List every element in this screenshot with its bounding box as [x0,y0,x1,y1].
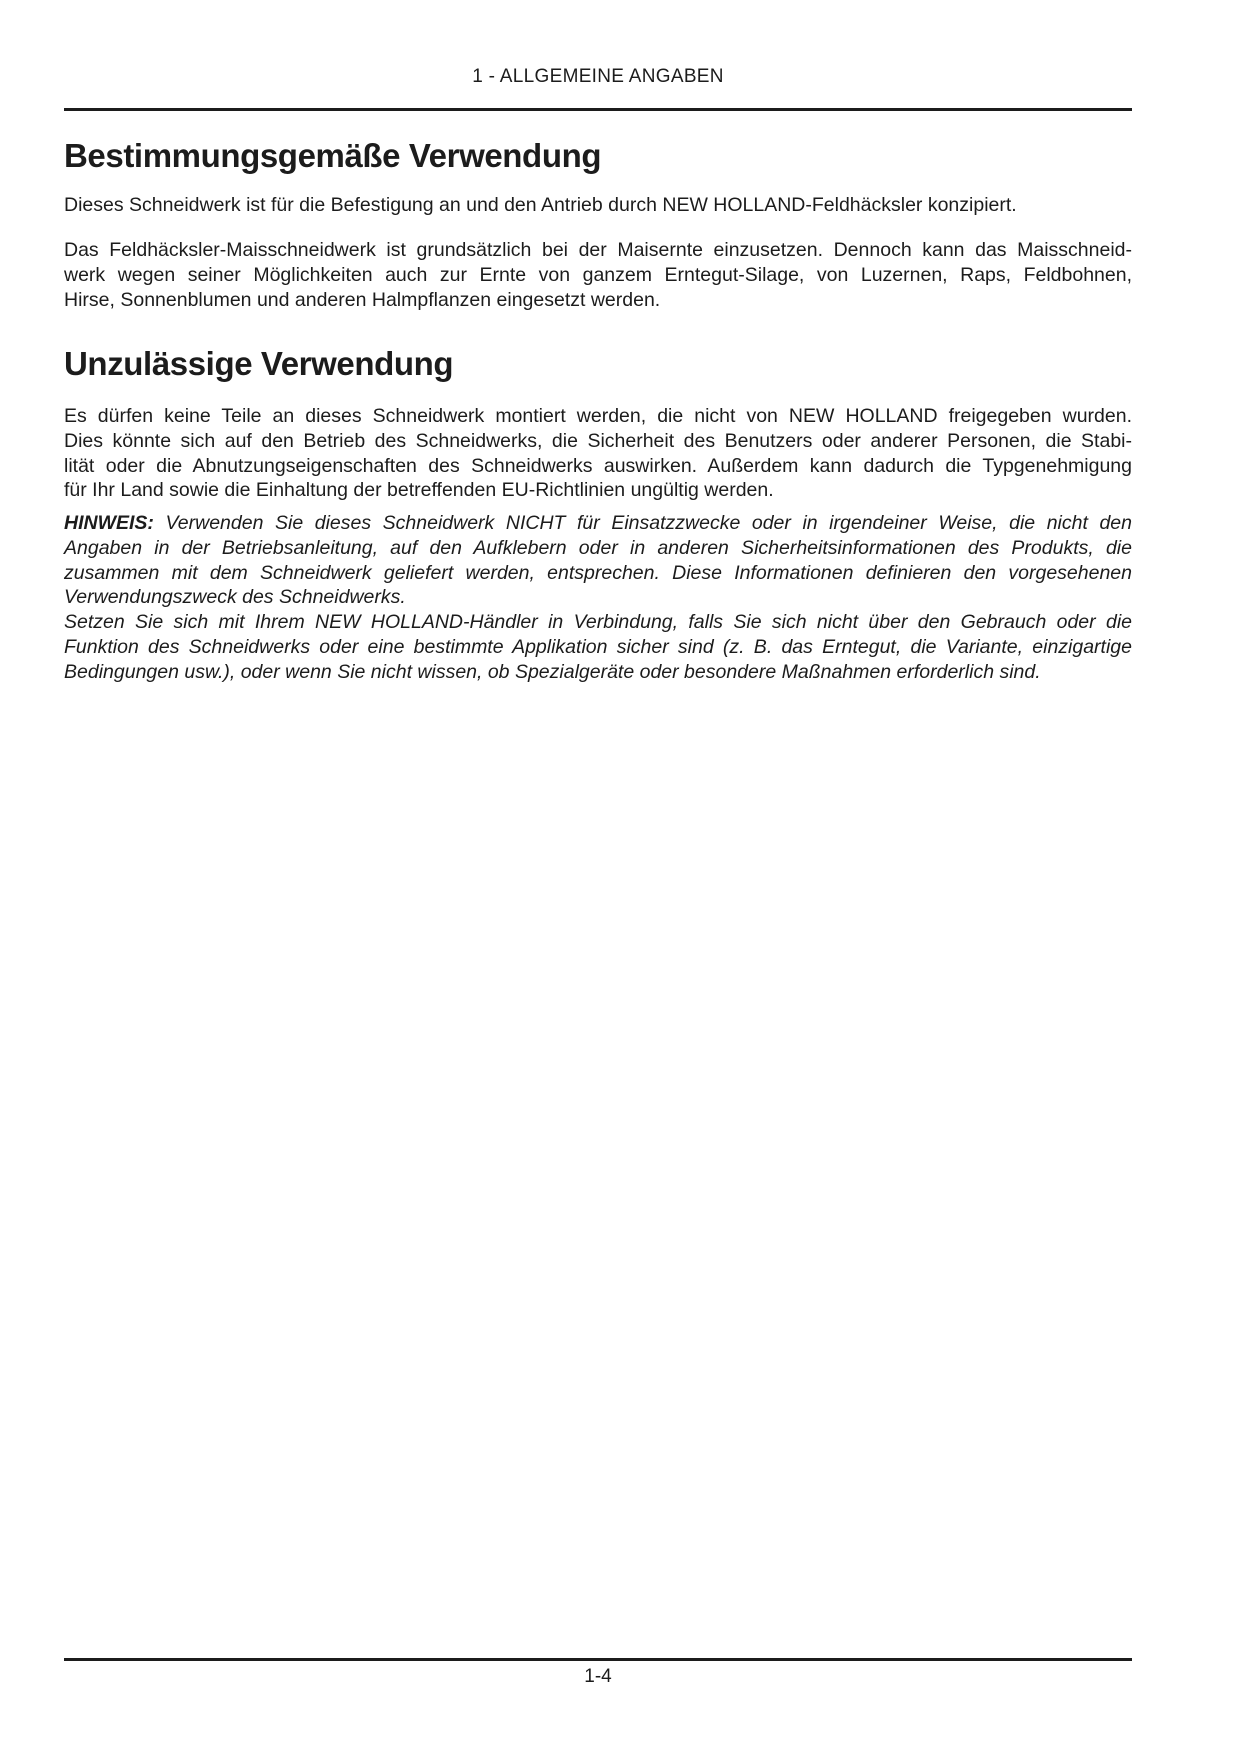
text-line: Bedingungen usw.), oder wenn Sie nicht wissen, ob Spezialgeräte oder besondere Maßnahmen erforderlich sind. [64,660,1041,683]
running-header: 1 - ALLGEMEINE ANGABEN [472,66,724,87]
text-line [64,511,1132,536]
text-line: Funktion des Schneidwerks oder eine bestimmte Applikation sicher sind (z. B. das Erntegut, die Variante, einzigartige [64,635,1132,658]
text-line: zusammen mit dem Schneidwerk geliefert werden, entsprechen. Diese Informationen definieren den vorgesehenen [64,561,1132,584]
section-heading-unzulaessige-verwendung: Unzulässige Verwendung [64,345,454,382]
header-rule [64,108,1132,111]
text-line: Dieses Schneidwerk ist für die Befestigung an und den Antrieb durch NEW HOLLAND-Feldhäcksler konzipiert. [64,194,1017,216]
text-line: Hirse, Sonnenblumen und anderen Halmpflanzen eingesetzt werden. [64,288,661,311]
page-number: 1-4 [584,1666,612,1687]
text-line: Setzen Sie sich mit Ihrem NEW HOLLAND-Händler in Verbindung, falls Sie sich nicht über den Gebrauch oder die [64,611,1132,634]
footer-rule [64,1658,1132,1661]
paragraph [64,404,1132,503]
paragraph [64,238,1132,312]
note-paragraph [64,511,1132,685]
section-heading-bestimmungsgemaesse-verwendung: Bestimmungsgemäße Verwendung [64,137,602,174]
note-label: HINWEIS: [64,512,154,534]
text-line: Dies könnte sich auf den Betrieb des Schneidwerks, die Sicherheit des Benutzers oder anderer Personen, die Stabi- [64,429,1132,452]
paragraph [64,193,1132,218]
text-line: Das Feldhäcksler-Maisschneidwerk ist grundsätzlich bei der Maisernte einzusetzen. Dennoch kann das Maisschneid- [64,239,1132,261]
note-text: Verwenden Sie dieses Schneidwerk NICHT für Einsatzzwecke oder in irgendeiner Weise, die nicht den [153,512,1132,534]
text-line: für Ihr Land sowie die Einhaltung der betreffenden EU-Richtlinien ungültig werden. [64,479,774,502]
text-line: Angaben in der Betriebsanleitung, auf den Aufklebern oder in anderen Sicherheitsinformationen des Produkts, die [64,536,1132,559]
text-line: Es dürfen keine Teile an dieses Schneidwerk montiert werden, die nicht von NEW HOLLAND freigegeben wurden. [64,405,1132,427]
text-line: werk wegen seiner Möglichkeiten auch zur Ernte von ganzem Erntegut-Silage, von Luzernen, Raps, Feldbohnen, [64,263,1132,286]
text-line: Verwendungszweck des Schneidwerks. [64,586,406,609]
text-line: lität oder die Abnutzungseigenschaften des Schneidwerks auswirken. Außerdem kann dadurch die Typgenehmigung [64,454,1132,477]
